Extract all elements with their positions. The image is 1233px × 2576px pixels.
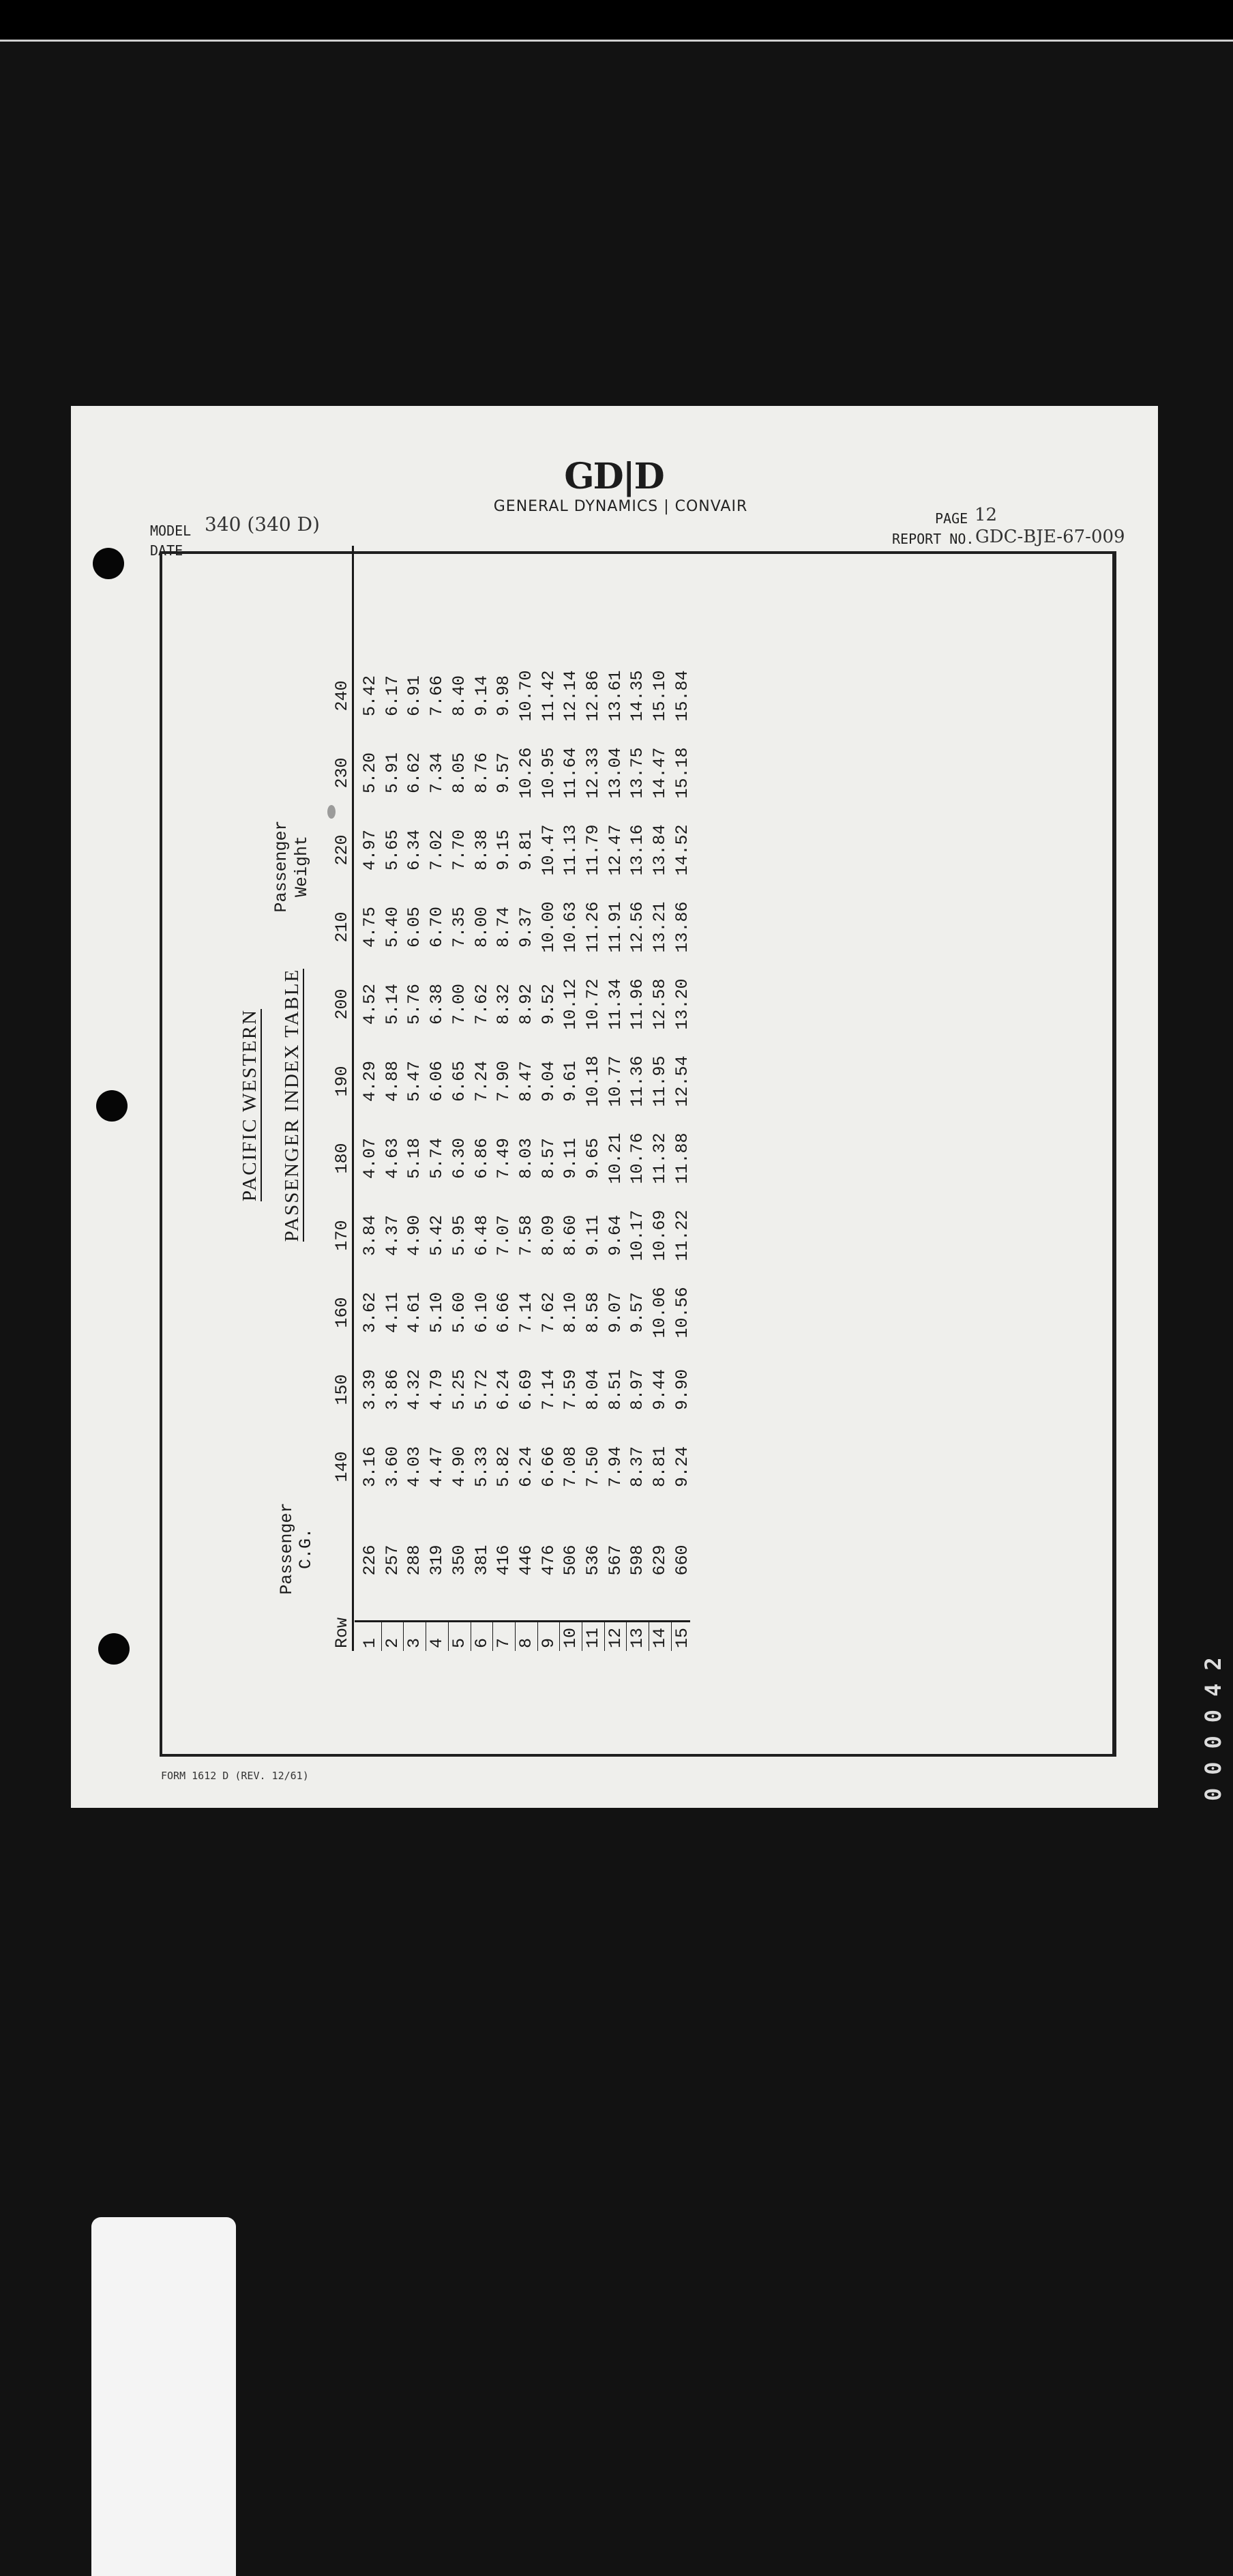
index-value: 7.58	[516, 1215, 536, 1257]
index-value: 8.81	[650, 1446, 670, 1488]
index-value: 11.96	[627, 978, 648, 1030]
index-value: 3.84	[360, 1215, 380, 1257]
weight-column-header: 220	[332, 834, 352, 866]
model-value: 340 (340 D)	[205, 513, 320, 536]
row-number: 1	[360, 1637, 380, 1648]
index-value: 10.06	[650, 1287, 670, 1338]
index-value: 6.65	[449, 1061, 469, 1102]
cg-value: 319	[427, 1545, 447, 1576]
index-value: 8.60	[561, 1215, 581, 1257]
index-value: 4.52	[360, 984, 380, 1025]
index-value: 9.61	[561, 1061, 581, 1102]
index-value: 8.38	[471, 830, 492, 871]
index-value: 13.86	[672, 901, 692, 953]
film-top-strip	[0, 0, 1233, 40]
index-value: 7.49	[494, 1138, 514, 1180]
index-value: 9.11	[561, 1138, 581, 1180]
passenger-index-table	[239, 546, 1233, 1651]
index-value: 3.86	[382, 1369, 402, 1411]
row-number: 8	[516, 1637, 536, 1648]
weight-column-header: 190	[332, 1066, 352, 1097]
cg-value: 381	[471, 1545, 492, 1576]
weight-column-header: 200	[332, 989, 352, 1020]
index-value: 10.72	[583, 978, 603, 1030]
index-value: 4.90	[404, 1215, 425, 1257]
index-value: 12.47	[605, 824, 625, 876]
index-value: 7.62	[538, 1292, 559, 1334]
index-value: 14.52	[672, 824, 692, 876]
punch-hole-middle	[96, 1090, 128, 1122]
row-number: 4	[427, 1637, 447, 1648]
index-value: 14.35	[627, 670, 648, 722]
index-value: 11.34	[605, 978, 625, 1030]
index-value: 5.14	[382, 984, 402, 1025]
index-value: 7.94	[605, 1446, 625, 1488]
index-value: 4.75	[360, 907, 380, 948]
row-column-header: Row	[332, 1617, 352, 1648]
table-row	[492, 546, 515, 1651]
index-value: 7.08	[561, 1446, 581, 1488]
index-value: 10.17	[627, 1210, 648, 1261]
cg-value: 629	[650, 1545, 670, 1576]
index-value: 8.92	[516, 984, 536, 1025]
table-row	[626, 546, 649, 1651]
index-value: 11.95	[650, 1055, 670, 1107]
weight-column-header: 230	[332, 757, 352, 789]
index-value: 8.00	[471, 907, 492, 948]
table-row	[604, 546, 627, 1651]
index-value: 9.98	[494, 675, 514, 717]
index-value: 5.76	[404, 984, 425, 1025]
index-value: 11.26	[583, 901, 603, 953]
index-value: 12.14	[561, 670, 581, 722]
row-number: 15	[672, 1627, 692, 1648]
index-value: 4.32	[404, 1369, 425, 1411]
index-value: 10.21	[605, 1132, 625, 1184]
index-value: 5.42	[360, 675, 380, 717]
weight-column-header: 180	[332, 1143, 352, 1174]
index-value: 3.60	[382, 1446, 402, 1488]
index-value: 3.16	[360, 1446, 380, 1488]
index-value: 7.14	[516, 1292, 536, 1334]
index-value: 5.82	[494, 1446, 514, 1488]
weight-column-header: 140	[332, 1451, 352, 1482]
row-number: 13	[627, 1627, 648, 1648]
cg-value: 567	[605, 1545, 625, 1576]
index-value: 8.04	[583, 1369, 603, 1411]
index-value: 8.47	[516, 1061, 536, 1102]
table-row	[381, 546, 404, 1651]
index-value: 6.91	[404, 675, 425, 717]
table-row	[471, 546, 493, 1651]
model-label: MODEL	[150, 523, 192, 539]
index-value: 12.33	[583, 747, 603, 799]
page-label: PAGE	[935, 510, 968, 527]
index-value: 6.10	[471, 1292, 492, 1334]
index-value: 7.35	[449, 907, 469, 948]
index-value: 5.40	[382, 907, 402, 948]
index-value: 5.91	[382, 752, 402, 794]
index-value: 13.16	[627, 824, 648, 876]
index-value: 4.37	[382, 1215, 402, 1257]
index-value: 5.60	[449, 1292, 469, 1334]
index-value: 11.64	[561, 747, 581, 799]
index-value: 7.24	[471, 1061, 492, 1102]
cg-value: 257	[382, 1545, 402, 1576]
weight-column-header: 160	[332, 1297, 352, 1328]
report-number: GDC-BJE-67-009	[975, 527, 1125, 547]
index-value: 9.57	[494, 752, 514, 794]
document-title: PACIFIC WESTERN	[239, 1008, 261, 1202]
index-value: 15.18	[672, 747, 692, 799]
index-value: 6.48	[471, 1215, 492, 1257]
index-value: 5.47	[404, 1061, 425, 1102]
row-number: 10	[561, 1627, 581, 1648]
index-value: 7.66	[427, 675, 447, 717]
row-number: 6	[471, 1637, 492, 1648]
index-value: 9.44	[650, 1369, 670, 1411]
index-value: 3.62	[360, 1292, 380, 1334]
index-value: 7.59	[561, 1369, 581, 1411]
index-value: 12.58	[650, 978, 670, 1030]
table-row	[403, 546, 426, 1651]
film-leader	[91, 2217, 236, 2576]
index-value: 4.03	[404, 1446, 425, 1488]
index-value: 10.00	[538, 901, 559, 953]
index-value: 3.39	[360, 1369, 380, 1411]
microfilm-frame-number: 000042	[1200, 1644, 1226, 1801]
index-value: 7.70	[449, 830, 469, 871]
index-value: 9.07	[605, 1292, 625, 1334]
index-value: 13.75	[627, 747, 648, 799]
index-value: 11.79	[583, 824, 603, 876]
index-value: 6.38	[427, 984, 447, 1025]
index-value: 4.07	[360, 1138, 380, 1180]
table-row	[515, 546, 537, 1651]
index-value: 4.29	[360, 1061, 380, 1102]
index-value: 4.61	[404, 1292, 425, 1334]
cg-column-header: Passenger C.G.	[277, 1502, 316, 1595]
weight-group-header: Passenger Weight	[271, 820, 312, 913]
index-value: 10.26	[516, 747, 536, 799]
index-value: 7.90	[494, 1061, 514, 1102]
cg-value: 416	[494, 1545, 514, 1576]
index-value: 4.97	[360, 830, 380, 871]
index-value: 11.42	[538, 670, 559, 722]
index-value: 10.63	[561, 901, 581, 953]
row-number: 12	[605, 1627, 625, 1648]
index-value: 9.24	[672, 1446, 692, 1488]
index-value: 8.40	[449, 675, 469, 717]
index-value: 5.42	[427, 1215, 447, 1257]
index-value: 5.25	[449, 1369, 469, 1411]
table-row	[359, 546, 381, 1651]
index-value: 12.54	[672, 1055, 692, 1107]
index-value: 10.18	[583, 1055, 603, 1107]
cg-value: 288	[404, 1545, 425, 1576]
index-value: 13.61	[605, 670, 625, 722]
weight-column-header: 170	[332, 1220, 352, 1251]
weight-column-header: 240	[332, 680, 352, 712]
index-value: 8.58	[583, 1292, 603, 1334]
table-row	[537, 546, 560, 1651]
table-row	[649, 546, 671, 1651]
index-value: 8.37	[627, 1446, 648, 1488]
index-value: 8.57	[538, 1138, 559, 1180]
index-value: 5.10	[427, 1292, 447, 1334]
ink-smudge	[327, 805, 336, 819]
index-value: 8.76	[471, 752, 492, 794]
index-value: 10.76	[627, 1132, 648, 1184]
index-value: 8.74	[494, 907, 514, 948]
index-value: 12.56	[627, 901, 648, 953]
index-value: 9.37	[516, 907, 536, 948]
index-value: 6.86	[471, 1138, 492, 1180]
index-value: 11.13	[561, 824, 581, 876]
table-row	[448, 546, 471, 1651]
index-value: 13.04	[605, 747, 625, 799]
index-value: 15.84	[672, 670, 692, 722]
cg-value: 506	[561, 1545, 581, 1576]
index-value: 7.14	[538, 1369, 559, 1411]
punch-hole-bottom	[98, 1633, 130, 1665]
index-value: 9.57	[627, 1292, 648, 1334]
index-value: 5.18	[404, 1138, 425, 1180]
index-value: 9.14	[471, 675, 492, 717]
index-value: 5.20	[360, 752, 380, 794]
index-value: 4.79	[427, 1369, 447, 1411]
weight-column-header: 150	[332, 1374, 352, 1405]
table-row	[582, 546, 604, 1651]
index-value: 4.90	[449, 1446, 469, 1488]
index-value: 7.00	[449, 984, 469, 1025]
index-value: 5.72	[471, 1369, 492, 1411]
index-value: 4.11	[382, 1292, 402, 1334]
index-value: 5.33	[471, 1446, 492, 1488]
page-number: 12	[975, 505, 998, 525]
row-number: 3	[404, 1637, 425, 1648]
form-number: FORM 1612 D (REV. 12/61)	[161, 1770, 309, 1782]
index-value: 8.10	[561, 1292, 581, 1334]
index-value: 6.69	[516, 1369, 536, 1411]
index-value: 4.47	[427, 1446, 447, 1488]
index-value: 10.69	[650, 1210, 670, 1261]
index-value: 8.97	[627, 1369, 648, 1411]
index-value: 6.66	[538, 1446, 559, 1488]
cg-value: 350	[449, 1545, 469, 1576]
index-value: 5.74	[427, 1138, 447, 1180]
row-number: 14	[650, 1627, 670, 1648]
index-value: 11.88	[672, 1132, 692, 1184]
header-rule	[352, 546, 354, 1651]
index-value: 13.84	[650, 824, 670, 876]
index-value: 9.11	[583, 1215, 603, 1257]
row-number: 2	[382, 1637, 402, 1648]
index-value: 7.34	[427, 752, 447, 794]
index-value: 5.65	[382, 830, 402, 871]
index-value: 7.02	[427, 830, 447, 871]
index-value: 4.88	[382, 1061, 402, 1102]
index-value: 6.30	[449, 1138, 469, 1180]
index-value: 9.52	[538, 984, 559, 1025]
index-value: 15.10	[650, 670, 670, 722]
index-value: 6.70	[427, 907, 447, 948]
index-value: 7.50	[583, 1446, 603, 1488]
index-value: 6.24	[516, 1446, 536, 1488]
index-value: 8.03	[516, 1138, 536, 1180]
index-value: 11.36	[627, 1055, 648, 1107]
cg-value: 226	[360, 1545, 380, 1576]
report-label: REPORT NO.	[892, 531, 975, 547]
cg-value: 446	[516, 1545, 536, 1576]
index-value: 6.06	[427, 1061, 447, 1102]
table-row	[426, 546, 448, 1651]
index-value: 11.91	[605, 901, 625, 953]
index-value: 13.20	[672, 978, 692, 1030]
index-value: 9.81	[516, 830, 536, 871]
index-value: 11.22	[672, 1210, 692, 1261]
table-row	[671, 546, 694, 1651]
index-value: 8.05	[449, 752, 469, 794]
index-value: 10.77	[605, 1055, 625, 1107]
index-value: 6.24	[494, 1369, 514, 1411]
index-value: 7.07	[494, 1215, 514, 1257]
index-value: 10.12	[561, 978, 581, 1030]
table-title: PASSENGER INDEX TABLE	[281, 968, 303, 1242]
index-value: 8.09	[538, 1215, 559, 1257]
row-number: 9	[538, 1637, 559, 1648]
index-value: 10.95	[538, 747, 559, 799]
cg-value: 536	[583, 1545, 603, 1576]
index-value: 4.63	[382, 1138, 402, 1180]
index-value: 9.90	[672, 1369, 692, 1411]
row-number: 5	[449, 1637, 469, 1648]
row-number: 7	[494, 1637, 514, 1648]
index-value: 7.62	[471, 984, 492, 1025]
row-number: 11	[583, 1627, 603, 1648]
index-value: 13.21	[650, 901, 670, 953]
index-value: 5.95	[449, 1215, 469, 1257]
cg-value: 660	[672, 1545, 692, 1576]
index-value: 9.15	[494, 830, 514, 871]
punch-hole-top	[93, 548, 124, 579]
cg-value: 598	[627, 1545, 648, 1576]
index-value: 11.32	[650, 1132, 670, 1184]
index-value: 10.47	[538, 824, 559, 876]
index-value: 8.51	[605, 1369, 625, 1411]
index-value: 12.86	[583, 670, 603, 722]
index-value: 9.04	[538, 1061, 559, 1102]
index-value: 10.56	[672, 1287, 692, 1338]
index-value: 9.65	[583, 1138, 603, 1180]
company-logo: GD|D	[564, 456, 664, 497]
date-label: DATE	[150, 542, 183, 559]
table-row	[559, 546, 582, 1651]
index-value: 6.34	[404, 830, 425, 871]
weight-column-header: 210	[332, 911, 352, 943]
cg-value: 476	[538, 1545, 559, 1576]
index-value: 6.66	[494, 1292, 514, 1334]
index-value: 10.70	[516, 670, 536, 722]
company-name: GENERAL DYNAMICS | CONVAIR	[493, 498, 748, 515]
index-value: 9.64	[605, 1215, 625, 1257]
index-value: 6.62	[404, 752, 425, 794]
index-value: 6.05	[404, 907, 425, 948]
index-value: 6.17	[382, 675, 402, 717]
index-value: 8.32	[494, 984, 514, 1025]
index-value: 14.47	[650, 747, 670, 799]
